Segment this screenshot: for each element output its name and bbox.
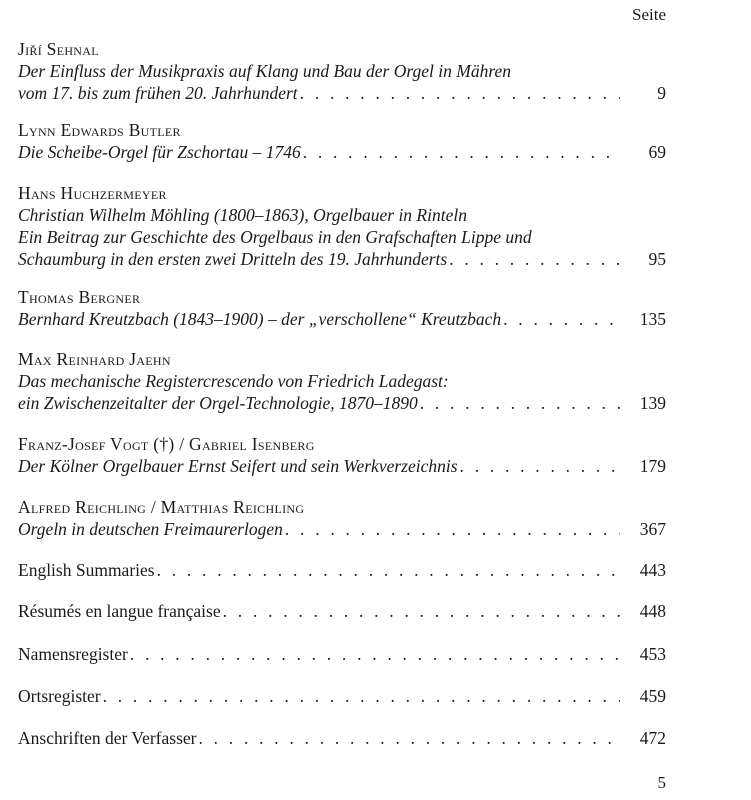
toc-title-text: Der Kölner Orgelbauer Ernst Seifert und sein Werkverzeichnis bbox=[18, 456, 458, 476]
toc-page-number: 179 bbox=[639, 456, 666, 476]
toc-title-text: Orgeln in deutschen Freimaurerlogen bbox=[18, 519, 283, 539]
dot-leader bbox=[449, 248, 620, 270]
toc-text: Namensregister bbox=[18, 644, 128, 664]
toc-simple-entry bbox=[18, 559, 666, 581]
dot-leader bbox=[503, 308, 620, 330]
toc-page-number: 95 bbox=[648, 249, 666, 269]
dot-leader bbox=[285, 518, 620, 540]
toc-simple-entry bbox=[18, 643, 666, 665]
dot-leader bbox=[223, 600, 620, 622]
toc-title-text: Die Scheibe-Orgel für Zschortau – 1746 bbox=[18, 142, 301, 162]
toc-title-last-line bbox=[18, 82, 666, 104]
dot-leader bbox=[303, 141, 620, 163]
toc-title-text: vom 17. bis zum frühen 20. Jahrhundert bbox=[18, 83, 298, 103]
toc-title-line: Das mechanische Registercrescendo von Friedrich Ladegast: bbox=[18, 371, 449, 391]
toc-author: Max Reinhard Jaehn bbox=[18, 349, 171, 369]
toc-title-last-line bbox=[18, 308, 666, 330]
toc-line bbox=[18, 559, 666, 581]
toc-line bbox=[18, 685, 666, 707]
toc-title-last-line bbox=[18, 455, 666, 477]
toc-page-number: 135 bbox=[639, 309, 666, 329]
dot-leader bbox=[130, 643, 620, 665]
toc-text: Résumés en langue française bbox=[18, 601, 221, 621]
toc-title-line: Ein Beitrag zur Geschichte des Orgelbaus in den Grafschaften Lippe und bbox=[18, 227, 532, 247]
toc-title-text: ein Zwischenzeitalter der Orgel-Technologie, 1870–1890 bbox=[18, 393, 418, 413]
dot-leader bbox=[103, 685, 620, 707]
toc-title-last-line bbox=[18, 518, 666, 540]
toc-simple-entry bbox=[18, 727, 666, 749]
toc-entry bbox=[18, 433, 666, 477]
page-number-footer: 5 bbox=[657, 773, 666, 792]
toc-title-text: Bernhard Kreutzbach (1843–1900) – der „verschollene“ Kreutzbach bbox=[18, 309, 502, 329]
toc-title-last-line bbox=[18, 248, 666, 270]
toc-title-last-line bbox=[18, 392, 666, 414]
toc-title-text: Schaumburg in den ersten zwei Dritteln des 19. Jahrhunderts bbox=[18, 249, 448, 269]
toc-author: Lynn Edwards Butler bbox=[18, 120, 181, 140]
toc-entry bbox=[18, 38, 666, 104]
toc-page-number: 448 bbox=[639, 601, 666, 621]
toc-page-number: 69 bbox=[648, 142, 666, 162]
dot-leader bbox=[199, 727, 621, 749]
dot-leader bbox=[300, 82, 620, 104]
toc-line bbox=[18, 643, 666, 665]
toc-title-last-line bbox=[18, 141, 666, 163]
toc-page-number: 139 bbox=[639, 393, 666, 413]
toc-entry bbox=[18, 496, 666, 540]
toc-page-number: 443 bbox=[639, 560, 666, 580]
toc-simple-entry bbox=[18, 685, 666, 707]
toc-page-number: 453 bbox=[639, 644, 666, 664]
dot-leader bbox=[460, 455, 620, 477]
toc-page-number: 367 bbox=[639, 519, 666, 539]
toc-author: Franz-Josef Vogt (†) / Gabriel Isenberg bbox=[18, 434, 315, 454]
toc-title-line: Christian Wilhelm Möhling (1800–1863), Orgelbauer in Rinteln bbox=[18, 205, 467, 225]
toc-page-number: 459 bbox=[639, 686, 666, 706]
toc-line bbox=[18, 727, 666, 749]
toc-author: Jiří Sehnal bbox=[18, 39, 99, 59]
toc-author: Alfred Reichling / Matthias Reichling bbox=[18, 497, 305, 517]
seite-heading: Seite bbox=[632, 5, 666, 24]
toc-entry bbox=[18, 348, 666, 414]
toc-text: Anschriften der Verfasser bbox=[18, 728, 197, 748]
toc-title-line: Der Einfluss der Musikpraxis auf Klang und Bau der Orgel in Mähren bbox=[18, 61, 512, 81]
toc-entry bbox=[18, 119, 666, 163]
toc-simple-entry bbox=[18, 600, 666, 622]
toc-entry bbox=[18, 286, 666, 330]
toc-text: Ortsregister bbox=[18, 686, 101, 706]
toc-author: Hans Huchzermeyer bbox=[18, 183, 167, 203]
dot-leader bbox=[157, 559, 620, 581]
toc-text: English Summaries bbox=[18, 560, 155, 580]
toc-line bbox=[18, 600, 666, 622]
toc-page-number: 9 bbox=[657, 83, 666, 103]
toc-page-number: 472 bbox=[639, 728, 666, 748]
dot-leader bbox=[420, 392, 620, 414]
toc-entry bbox=[18, 182, 666, 270]
toc-author: Thomas Bergner bbox=[18, 287, 141, 307]
